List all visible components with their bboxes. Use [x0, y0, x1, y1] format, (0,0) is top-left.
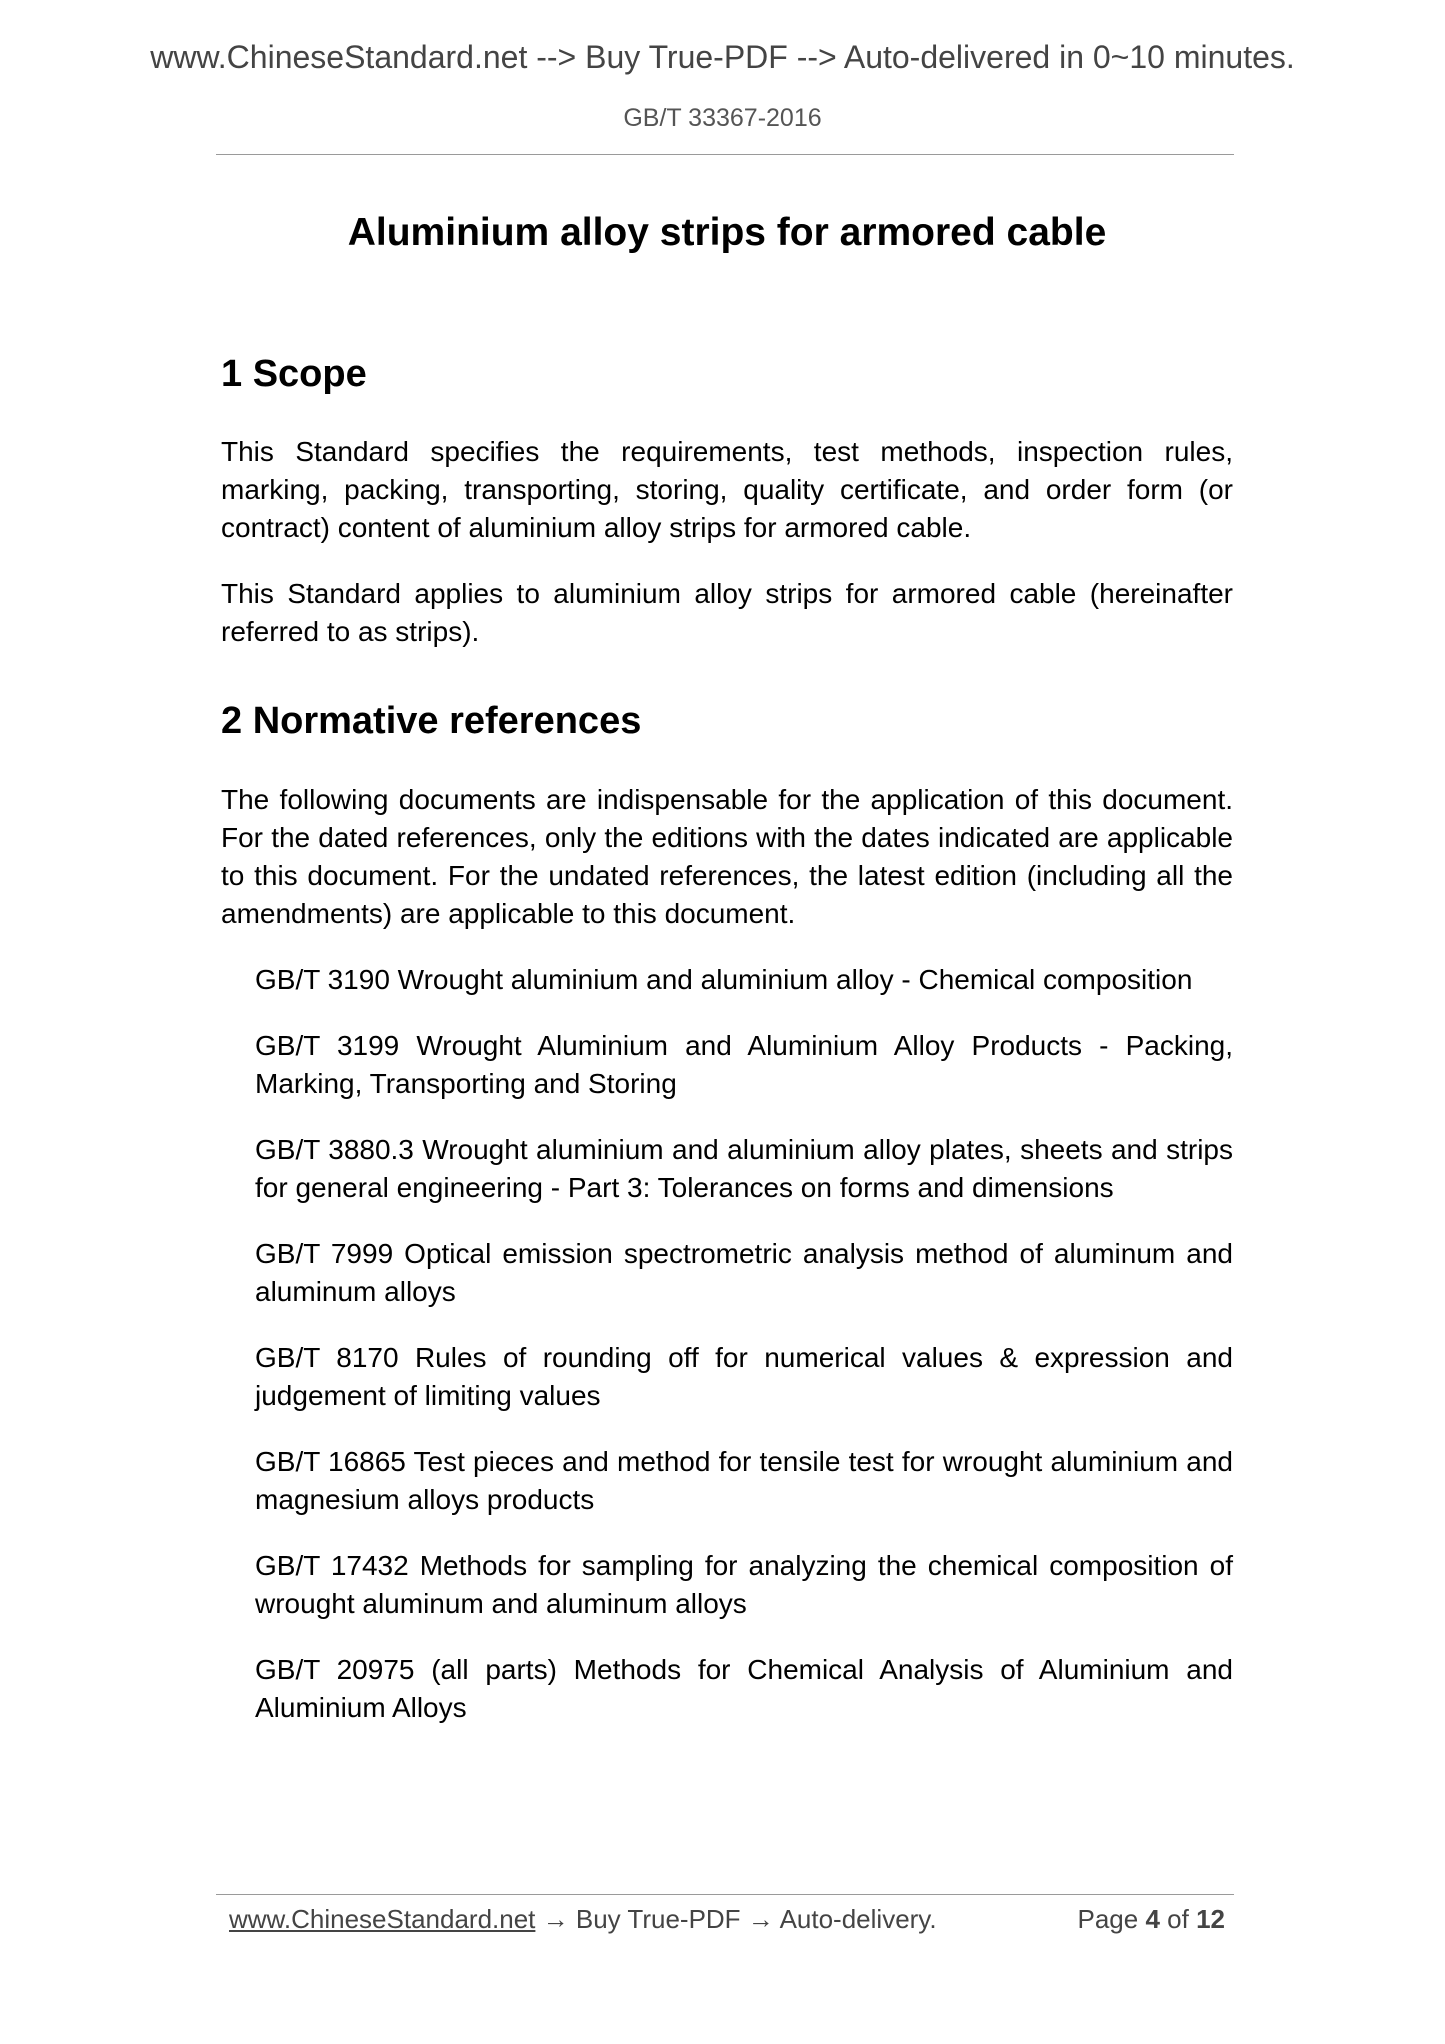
- reference-item: GB/T 3199 Wrought Aluminium and Aluminium Alloy Products - Packing, Marking, Transporting and Storing: [255, 1029, 1233, 1099]
- current-page-number: 4: [1145, 1904, 1160, 1934]
- footer-divider: [216, 1894, 1234, 1895]
- reference-item: GB/T 17432 Methods for sampling for analyzing the chemical composition of wrought aluminum and aluminum alloys: [255, 1549, 1233, 1619]
- total-page-count: 12: [1196, 1904, 1225, 1934]
- scope-paragraph: This Standard applies to aluminium alloy strips for armored cable (hereinafter referred to as strips).: [221, 578, 1233, 648]
- section-heading-scope: 1 Scope: [221, 352, 367, 395]
- page-content: [221, 210, 1233, 1755]
- reference-item: GB/T 3880.3 Wrought aluminium and aluminium alloy plates, sheets and strips for general engineering - Part 3: Tolerances on forms and dimensions: [255, 1133, 1233, 1203]
- footer-left: [229, 1902, 937, 1936]
- scope-paragraph: This Standard specifies the requirements, test methods, inspection rules, marking, packing, transporting, storing, quality certificate, and order form (or contract) content of aluminium alloy strips for armored cable.: [221, 436, 1233, 544]
- document-code: GB/T 33367-2016: [623, 104, 822, 132]
- footer-tagline: → Buy True-PDF → Auto-delivery.: [535, 1904, 937, 1934]
- reference-item: GB/T 7999 Optical emission spectrometric analysis method of aluminum and aluminum alloys: [255, 1237, 1233, 1307]
- page-indicator: [1077, 1902, 1225, 1936]
- reference-item: GB/T 16865 Test pieces and method for tensile test for wrought aluminium and magnesium alloys products: [255, 1445, 1233, 1515]
- reference-item: GB/T 3190 Wrought aluminium and aluminium alloy - Chemical composition: [255, 963, 1193, 995]
- reference-item: GB/T 8170 Rules of rounding off for numerical values & expression and judgement of limiting values: [255, 1341, 1233, 1411]
- normative-intro-paragraph: The following documents are indispensable for the application of this document. For the dated references, only the editions with the dates indicated are applicable to this document. For the undated references, the latest edition (including all the amendments) are applicable to this document.: [221, 783, 1233, 929]
- footer-site-link[interactable]: www.ChineseStandard.net: [229, 1904, 536, 1934]
- top-banner: www.ChineseStandard.net --> Buy True-PDF --> Auto-delivered in 0~10 minutes.: [150, 39, 1295, 75]
- of-label: of: [1167, 1904, 1189, 1934]
- document-title: Aluminium alloy strips for armored cable: [347, 211, 1107, 254]
- header-divider: [216, 154, 1234, 155]
- section-heading-normative-references: 2 Normative references: [221, 700, 642, 743]
- reference-item: GB/T 20975 (all parts) Methods for Chemical Analysis of Aluminium and Aluminium Alloys: [255, 1653, 1233, 1723]
- page-label: Page: [1077, 1904, 1139, 1934]
